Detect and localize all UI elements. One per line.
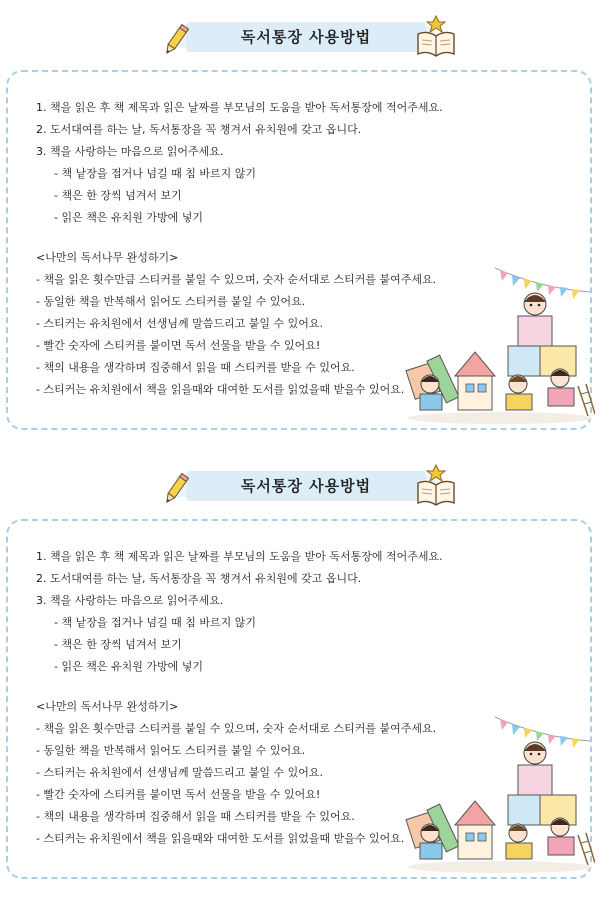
open-book-icon [414,461,458,507]
instruction-sub-line: - 읽은 책은 유치원 가방에 넣기 [54,211,203,224]
reading-tree-heading: <나만의 독서나무 완성하기> [36,700,179,713]
reading-tree-line: - 동일한 책을 반복해서 읽어도 스티커를 붙일 수 있어요. [36,295,306,308]
instruction-sub-line: - 책은 한 장씩 넘겨서 보기 [54,638,182,651]
reading-children-illustration [400,715,595,875]
instruction-line: 1. 책을 읽은 후 책 제목과 읽은 날짜를 부모님의 도움을 받아 독서통장에 적어주세요. [36,101,443,114]
reading-tree-line: - 빨간 숫자에 스티커를 붙이면 독서 선물을 받을 수 있어요! [36,339,321,352]
reading-tree-heading: <나만의 독서나무 완성하기> [36,251,179,264]
reading-tree-line: - 책의 내용을 생각하며 집중해서 읽을 때 스티커를 받을 수 있어요. [36,361,355,374]
usage-section-2 [0,449,600,899]
reading-tree-line: - 스티커는 유치원에서 선생님께 말씀드리고 붙일 수 있어요. [36,766,323,779]
section-title: 독서통장 사용방법 [240,28,372,46]
pencil-icon [158,22,194,58]
instruction-line: 3. 책을 사랑하는 마음으로 읽어주세요. [36,145,224,158]
bunting-flags [495,717,590,748]
instruction-line: 3. 책을 사랑하는 마음으로 읽어주세요. [36,594,224,607]
section-header [158,461,458,511]
reading-tree-line: - 스티커는 유치원에서 선생님께 말씀드리고 붙일 수 있어요. [36,317,323,330]
reading-children-illustration [400,266,595,426]
instruction-line: 2. 도서대여를 하는 날, 독서통장을 꼭 챙겨서 유치원에 갖고 옵니다. [36,572,362,585]
instruction-sub-line: - 책 낱장을 접거나 넘길 때 침 바르지 않기 [54,616,256,629]
instruction-sub-line: - 읽은 책은 유치원 가방에 넣기 [54,660,203,673]
instruction-sub-line: - 책 낱장을 접거나 넘길 때 침 바르지 않기 [54,167,256,180]
instruction-line: 2. 도서대여를 하는 날, 독서통장을 꼭 챙겨서 유치원에 갖고 옵니다. [36,123,362,136]
section-header [158,12,458,62]
pencil-icon [158,471,194,507]
bunting-flags [495,268,590,299]
reading-tree-line: - 책을 읽은 횟수만큼 스티커를 붙일 수 있으며, 숫자 순서대로 스티커를 붙여주세요. [36,722,437,735]
section-title: 독서통장 사용방법 [240,477,372,495]
reading-tree-line: - 동일한 책을 반복해서 읽어도 스티커를 붙일 수 있어요. [36,744,306,757]
reading-tree-line: - 책의 내용을 생각하며 집중해서 읽을 때 스티커를 받을 수 있어요. [36,810,355,823]
instruction-line: 1. 책을 읽은 후 책 제목과 읽은 날짜를 부모님의 도움을 받아 독서통장에 적어주세요. [36,550,443,563]
open-book-icon [414,12,458,58]
reading-tree-line: - 책을 읽은 횟수만큼 스티커를 붙일 수 있으며, 숫자 순서대로 스티커를 붙여주세요. [36,273,437,286]
reading-tree-line: - 빨간 숫자에 스티커를 붙이면 독서 선물을 받을 수 있어요! [36,788,321,801]
reading-tree-line: - 스티커는 유치원에서 책을 읽을때와 대여한 도서를 읽었을때 받을수 있어요. [36,383,405,396]
instruction-sub-line: - 책은 한 장씩 넘겨서 보기 [54,189,182,202]
reading-tree-line: - 스티커는 유치원에서 책을 읽을때와 대여한 도서를 읽었을때 받을수 있어요. [36,832,405,845]
